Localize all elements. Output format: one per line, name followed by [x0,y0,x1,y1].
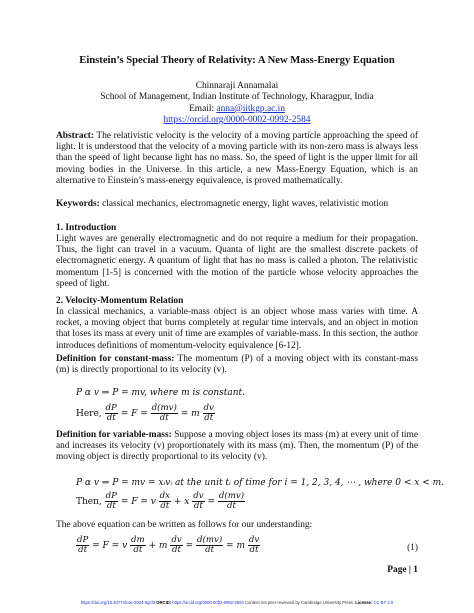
definition-constant-mass [56,354,418,376]
affiliation: School of Management, Indian Institute of Technology, Kharagpur, India [100,92,374,103]
equation-then: Then, $\frac{dP}{dt}$ = F = v $\frac{dx}{dt}$ + x $\frac{dv}{dt}$ = $\frac{d(mv)}{dt}$ [76,491,245,511]
def2-label: Definition for variable-mass: [56,430,172,440]
section-2-text: In classical mechanics, a variable-mass object is an object whose mass varies with time. A rocket, a moving object that burns completely at regular time intervals, and an object in motion that loses its mass at every unit of time are examples of variable-mass. In this section, the author introduces definitions of momentum-velocity equivalence [6-12]. [56,307,418,351]
equation-number: (1) [407,543,418,553]
paper-title: Einstein’s Special Theory of Relativity: A New Mass-Energy Equation [79,55,395,66]
orcid-line [0,115,474,126]
def1-text: The momentum (P) of a moving object with its constant-mass (m) is directly proportional to its velocity (v). [56,354,418,376]
abstract-text: The relativistic velocity is the velocity of a moving particle approaching the speed of light. It is understood that the velocity of a moving particle with its non-zero mass is always less than the speed of light because light has no mass. So, the speed of light is the upper limit for all moving bodies in the Universe. In this article, a new Mass-Energy Equation, which is an alternative to Einstein’s mass-energy equivalence, is proved mathematically. [56,131,418,186]
orcid-link[interactable]: https://orcid.org/0000-0002-0992-2584 [163,115,311,126]
keywords-text: classical mechanics, electromagnetic energy, light waves, relativistic motion [99,199,389,209]
section-1-text: Light waves are generally electromagnetic and do not require a medium for their propagation. Thus, the light can travel in a vacuum. Quanta of light are the smallest discrete packets of electromagnetic energy. A quantum of light that has no mass is called a photon. The relativistic momentum [1-5] is concerned with the motion of the particle whose velocity approaches the speed of light. [56,234,418,289]
keywords-label: Keywords: [56,199,100,209]
equation-variable-mass: P α v ⇒ P = mv = xᵢvᵢ at the unit tᵢ of time for i = 1, 2, 3, 4, ⋯ , where 0 < x < m. [76,478,445,488]
equation-constant-mass: P α v ⇒ P = mv, where m is constant. [76,388,245,398]
author-block [0,81,474,127]
section-2-heading: 2. Velocity-Momentum Relation [56,296,184,306]
def1-label: Definition for constant-mass: [56,354,175,364]
author-name: Chinnaraji Annamalai [195,81,279,91]
footer-doi-link[interactable]: https://doi.org/10.33774/coe-2024-0gcht [80,600,156,605]
def2-text: Suppose a moving object loses its mass (m) at every unit of time and increases its velocity (v) proportionately with its mass (m). Then, the momentum (P) of the moving object is directly proportional to its velocity (v). [56,430,418,463]
footer-note: Content not peer-reviewed by Cambridge University Press. [243,600,356,605]
page-number: Page | 1 [387,565,418,575]
preprint-footer: https://doi.org/10.33774/coe-2024-0gcht ORCID: https://orcid.org/0000-0002-0992-2584 Content not peer-reviewed by Cambridge University Press. License: CC BY 4.0 [80,600,394,605]
understanding-text: The above equation can be written as follows for our understanding: [56,520,313,530]
keywords [56,199,418,210]
email-line [0,104,474,115]
definition-variable-mass [56,430,418,464]
email-label: Email: [189,103,217,114]
equation-here: Here, $\frac{dP}{dt}$ = F = $\frac{d(mv)}{dt}$ = m $\frac{dv}{dt}$ [76,403,214,423]
footer-orcid-link[interactable]: https://orcid.org/0000-0002-0992-2584 [172,600,244,605]
abstract-label: Abstract: [56,131,95,141]
footer-license-link[interactable]: CC BY 4.0 [373,600,394,605]
section-1-heading: 1. Introduction [56,223,117,233]
abstract [56,131,418,187]
email-link[interactable]: anna@iitkgp.ac.in [216,103,285,114]
equation-1: $\frac{dP}{dt}$ = F = v $\frac{dm}{dt}$ + m $\frac{dv}{dt}$ = $\frac{d(mv)}{dt}$ = m $\frac{dv}{dt}$ [77,535,260,555]
